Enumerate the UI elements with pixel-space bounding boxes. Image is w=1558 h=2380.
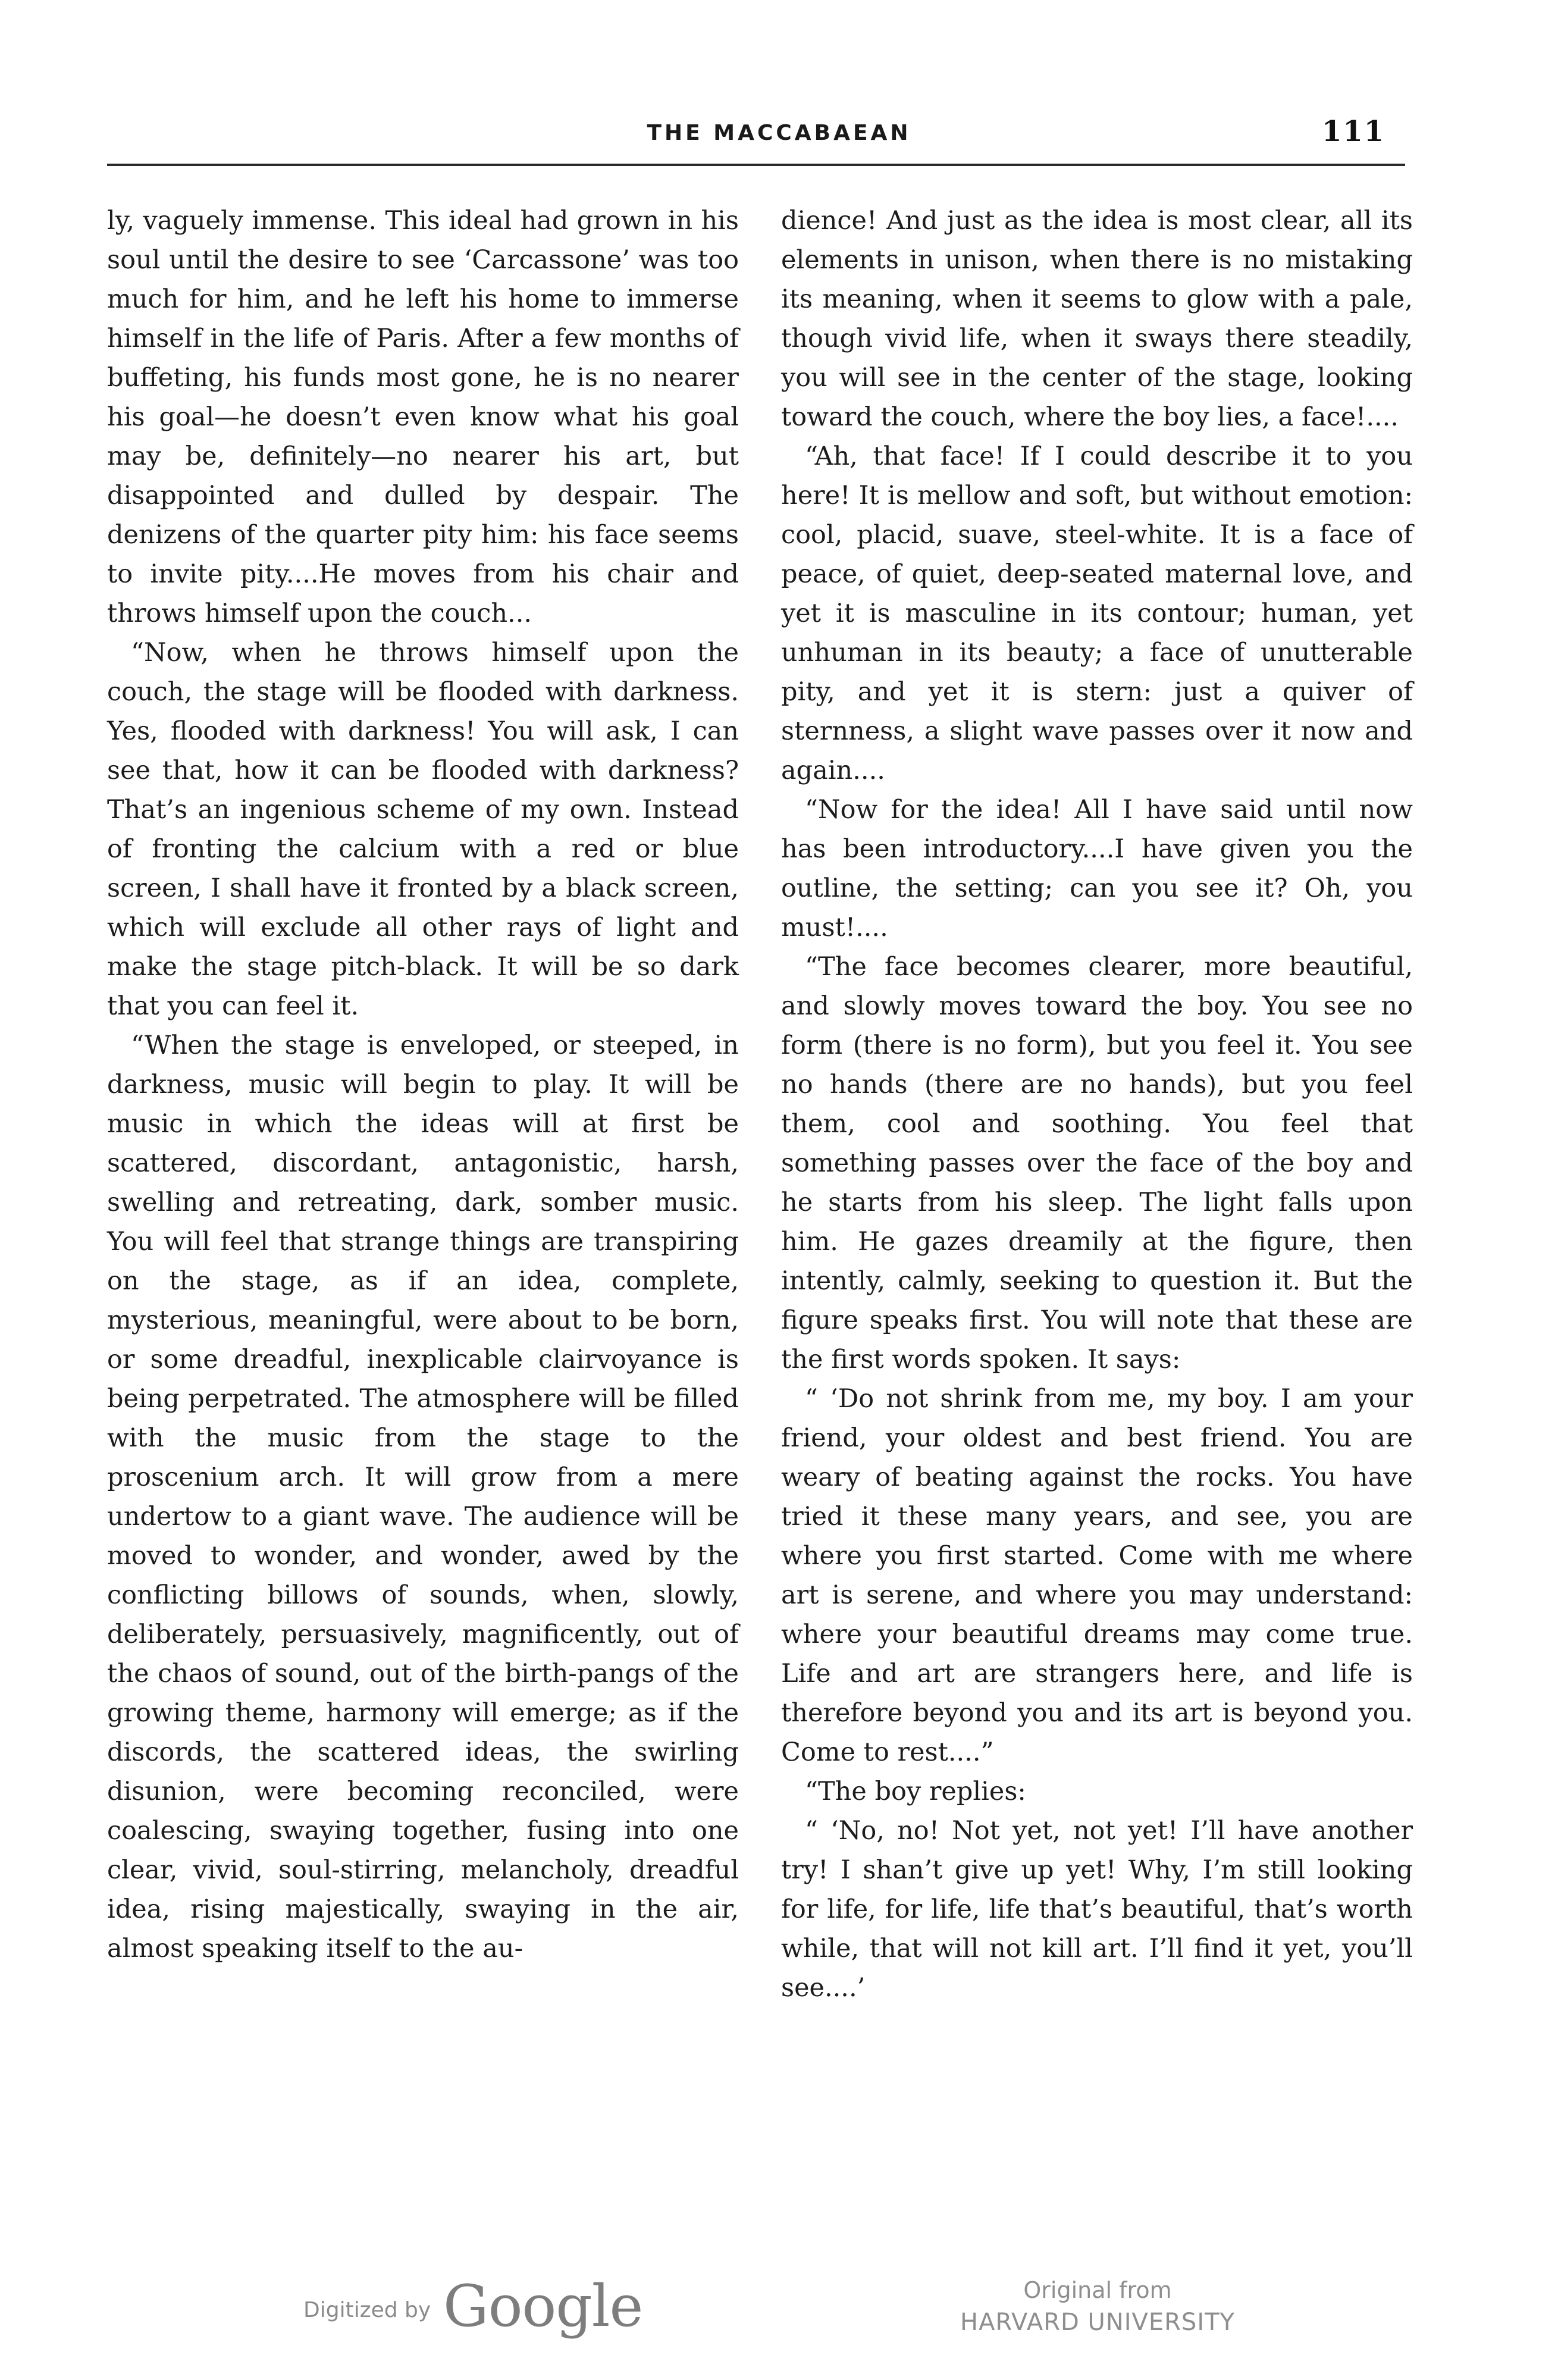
paragraph: “ ‘Do not shrink from me, my boy. I am your friend, your oldest and best friend. You are weary of beating against the rocks. You have tried it these many years, and see, you are where you first started. Come with me where art is serene, and where you may understand: where your beautiful dreams may come true. Life and art are strangers here, and life is therefore beyond you and its art is beyond you. Come to rest....” xyxy=(781,1384,1413,1767)
paragraph: ly, vaguely immense. This ideal had grown in his soul until the desire to see ‘Carcassone’ was too much for him, and he left his home to immerse himself in the life of Paris. After a few months of buffeting, his funds most gone, he is no nearer his goal—he doesn’t even know what his goal may be, definitely—no nearer his art, but disappointed and dulled by despair. The denizens of the quarter pity him: his face seems to invite pity....He moves from his chair and throws himself upon the couch... xyxy=(107,206,739,628)
right-text-column xyxy=(781,201,1413,2008)
paragraph: “Now for the idea! All I have said until now has been introductory....I have given you the outline, the setting; can you see it? Oh, you must!.... xyxy=(781,795,1413,942)
page-number: 111 xyxy=(1322,115,1385,148)
google-logo: Google xyxy=(443,2273,643,2340)
running-header-title: THE MACCABAEAN xyxy=(647,121,911,145)
paragraph: “Ah, that face! If I could describe it to you here! It is mellow and soft, but without emotion: cool, placid, suave, steel-white. It is a face of peace, of quiet, deep-seated maternal love, and yet it is masculine in its contour; human, yet unhuman in its beauty; a face of unutterable pity, and yet it is stern: just a quiver of sternness, a slight wave passes over it now and again.... xyxy=(781,441,1413,785)
header-rule xyxy=(107,164,1405,166)
paragraph: “The face becomes clearer, more beautiful, and slowly moves toward the boy. You see no form (there is no form), but you feel it. You see no hands (there are no hands), but you feel them, cool and soothing. You feel that something passes over the face of the boy and he starts from his sleep. The light falls upon him. He gazes dreamily at the figure, then intently, calmly, seeking to question it. But the figure speaks first. You will note that these are the first words spoken. It says: xyxy=(781,952,1413,1374)
digitized-by-label: Digitized by xyxy=(303,2298,431,2322)
paragraph: “The boy replies: xyxy=(805,1777,1026,1806)
paragraph: “Now, when he throws himself upon the couch, the stage will be flooded with darkness. Yes, flooded with darkness! You will ask, I can see that, how it can be flooded with darkness? That’s an ingenious scheme of my own. Instead of fronting the calcium with a red or blue screen, I shall have it fronted by a black screen, which will exclude all other rays of light and make the stage pitch-black. It will be so dark that you can feel it. xyxy=(107,638,739,1021)
paragraph: “When the stage is enveloped, or steeped, in darkness, music will begin to play. It will be music in which the ideas will at first be scattered, discordant, antagonistic, harsh, swelling and retreating, dark, somber music. You will feel that strange things are transpiring on the stage, as if an idea, complete, mysterious, meaningful, were about to be born, or some dreadful, inexplicable clairvoyance is being perpetrated. The atmosphere will be filled with the music from the stage to the proscenium arch. It will grow from a mere undertow to a giant wave. The audience will be moved to wonder, and wonder, awed by the conflicting billows of sounds, when, slowly, deliberately, persuasively, magnificently, out of the chaos of sound, out of the birth-pangs of the growing theme, harmony will emerge; as if the discords, the scattered ideas, the swirling disunion, were becoming reconciled, were coalescing, swaying together, fusing into one clear, vivid, soul-stirring, melancholy, dreadful idea, rising majestically, swaying in the air, almost speaking itself to the au- xyxy=(107,1031,739,1964)
paragraph: dience! And just as the idea is most clear, all its elements in unison, when there is no mistaking its meaning, when it seems to glow with a pale, though vivid life, when it sways there steadily, you will see in the center of the stage, looking toward the couch, where the boy lies, a face!.... xyxy=(781,206,1413,432)
original-from-label: Original from xyxy=(1023,2277,1172,2303)
paragraph: “ ‘No, no! Not yet, not yet! I’ll have another try! I shan’t give up yet! Why, I’m still looking for life, for life, life that’s beautiful, that’s worth while, that will not kill art. I’ll find it yet, you’ll see....’ xyxy=(781,1816,1413,2003)
institution-label: HARVARD UNIVERSITY xyxy=(960,2309,1235,2336)
left-text-column xyxy=(107,201,739,1968)
